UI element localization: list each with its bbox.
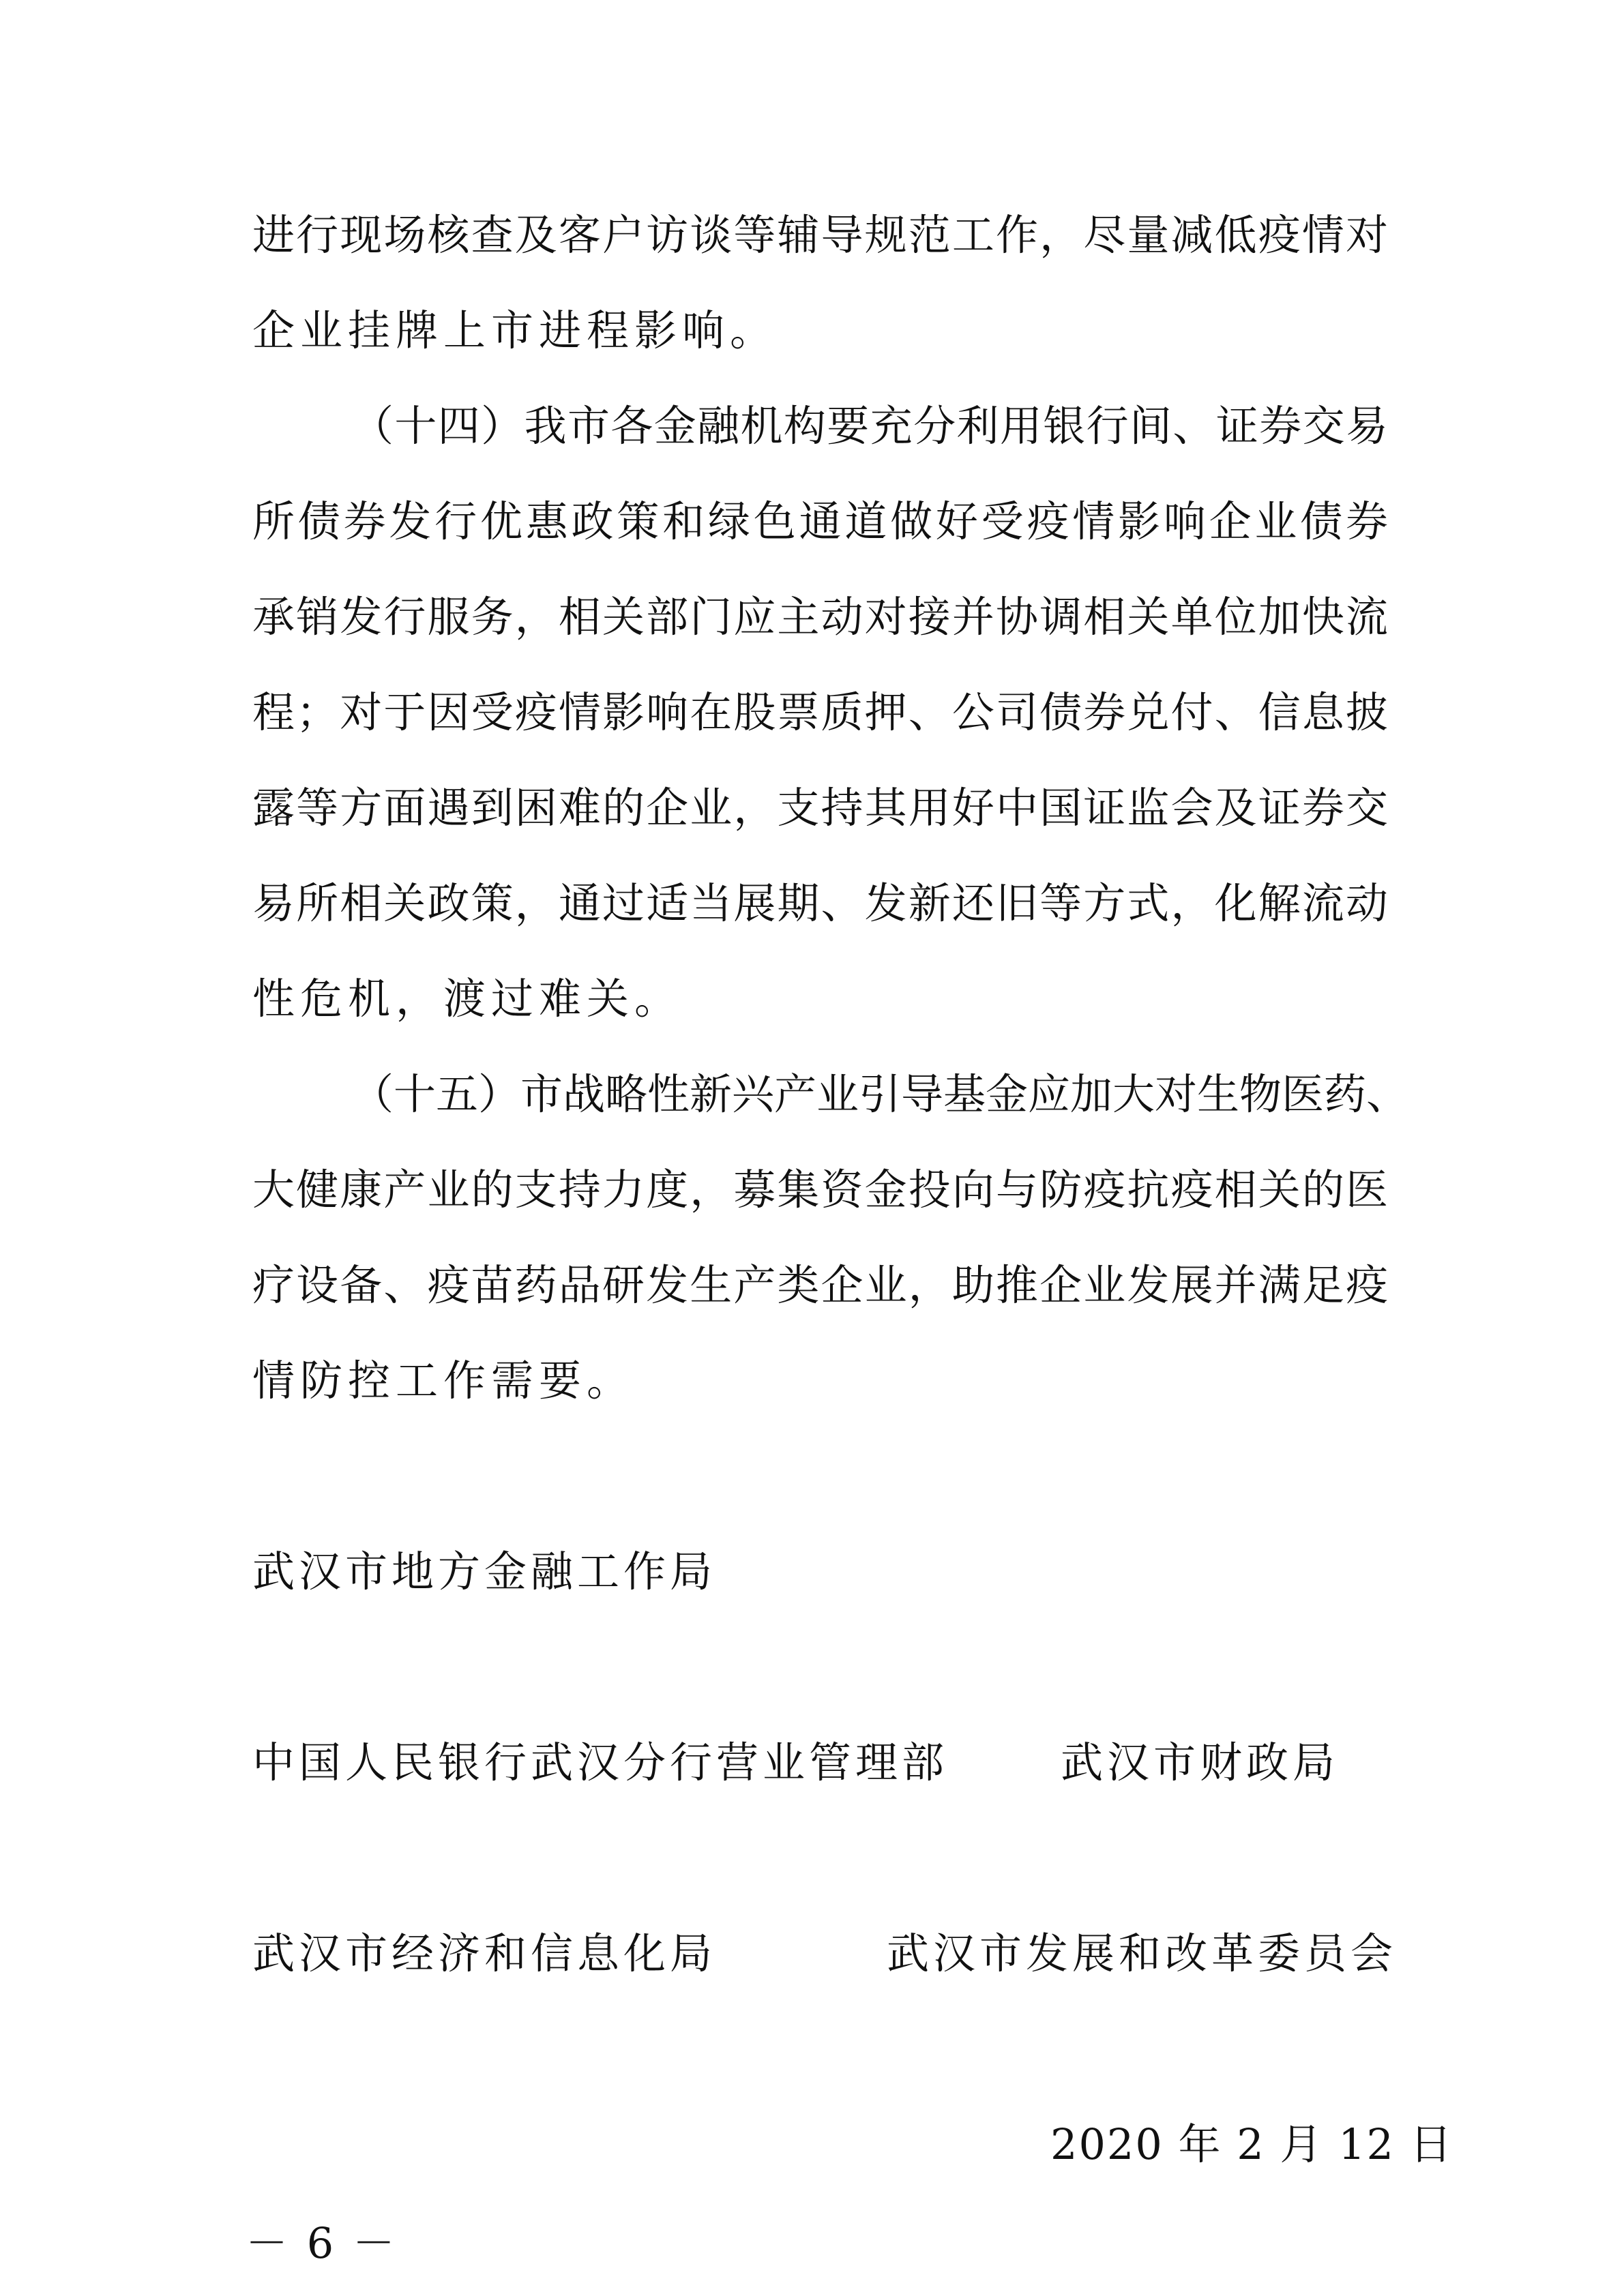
body-line-8: 易所相关政策，通过适当展期、发新还旧等方式，化解流动 bbox=[252, 878, 1388, 928]
body-line-6: 程；对于因受疫情影响在股票质押、公司债券兑付、信息披 bbox=[252, 687, 1388, 737]
body-line-4: 所债券发行优惠政策和绿色通道做好受疫情影响企业债券 bbox=[252, 496, 1388, 546]
signatory-development-reform-commission: 武汉市发展和改革委员会 bbox=[887, 1928, 1398, 1978]
signatory-finance-office: 武汉市财政局 bbox=[1061, 1738, 1340, 1787]
body-line-1: 进行现场核查及客户访谈等辅导规范工作，尽量减低疫情对 bbox=[252, 210, 1388, 260]
body-line-7: 露等方面遇到困难的企业，支持其用好中国证监会及证券交 bbox=[252, 783, 1388, 833]
document-date: 2020 年 2 月 12 日 bbox=[1050, 2119, 1453, 2169]
signatory-economy-it-bureau: 武汉市经济和信息化局 bbox=[252, 1928, 717, 1978]
body-line-13: 情防控工作需要。 bbox=[252, 1356, 635, 1405]
body-line-5: 承销发行服务，相关部门应主动对接并协调相关单位加快流 bbox=[252, 592, 1388, 642]
signatory-finance-bureau: 武汉市地方金融工作局 bbox=[252, 1547, 717, 1596]
body-line-9: 性危机，渡过难关。 bbox=[252, 974, 683, 1024]
page-number: － 6 － bbox=[246, 2218, 398, 2268]
body-line-11: 大健康产业的支持力度，募集资金投向与防疫抗疫相关的医 bbox=[252, 1165, 1388, 1214]
body-line-10: （十五）市战略性新兴产业引导基金应加大对生物医药、 bbox=[351, 1069, 1409, 1119]
signatory-pboc-wuhan: 中国人民银行武汉分行营业管理部 bbox=[252, 1738, 949, 1787]
body-line-12: 疗设备、疫苗药品研发生产类企业，助推企业发展并满足疫 bbox=[252, 1260, 1388, 1310]
body-line-3: （十四）我市各金融机构要充分利用银行间、证券交易 bbox=[351, 401, 1388, 451]
body-line-2: 企业挂牌上市进程影响。 bbox=[252, 305, 778, 355]
